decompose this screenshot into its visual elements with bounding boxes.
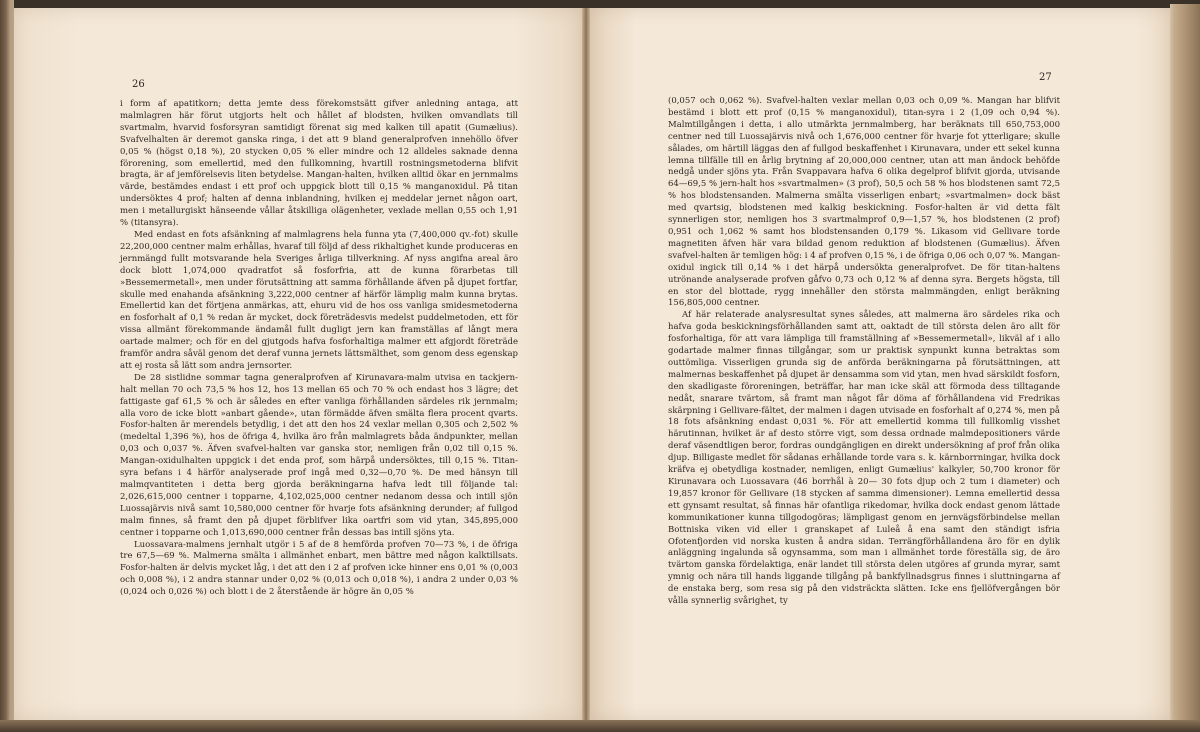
book-gutter bbox=[582, 8, 590, 720]
left-page-text bbox=[120, 99, 518, 599]
right-page bbox=[590, 8, 1170, 720]
left-page bbox=[14, 8, 582, 720]
paragraph: Med endast en fots afsänkning af malmlagrens hela funna yta (7,400,000 qv.-fot) skulle 22,200,000 centner malm erhållas, hvaraf till följd af dess rikhaltighet kunde produceras en jernmängd fullt motsvarande hela Sveriges årliga tillverkning. Af nyss angifna areal äro dock blott 1,074,000 qvadratfot så fosforfria, att de kunna förarbetas till »Bessemermetall», men under förutsättning att samma förhållande äfven på djupet fortfar, skulle med enahanda afsänkning 3,222,000 centner af härför lämplig malm kunna brytas. Emellertid kan det förtjena anmärkas, att, ehuru vid de hos oss vanliga smidesmetoderna en fosforhalt af 0,1 % redan är mycket, dock företrädesvis medelst puddelmetoden, ett för vissa allmänt förekommande ändamål fullt dugligt jern kan framställas af långt mera oartade malmer; och för en del gjutgods hafva fosforhaltiga malmer ett afgjordt företräde framför andra såväl genom det deraf vunna jernets lättsmälthet, som genom dess egenskap att ej rosta så lätt som andra jernsorter. bbox=[120, 229, 518, 371]
paragraph: (0,057 och 0,062 %). Svafvel-halten vexlar mellan 0,03 och 0,09 %. Mangan har blifvit bestämd i blott ett prof (0,15 % manganoxidul), titan-syra i 2 (1,09 och 0,94 %). Malmtillgången i detta, i allo utmärkta jernmalmberg, har beräknats till 650,753,000 centner ned till Luossajärvis nivå och 1,676,000 centner för hvarje fot ytterligare; skulle sålades, om härtill läggas den af fullgod beskaffenhet i Kirunavara, under ett sekel kunna lemna tillfälle till en årlig brytning af 20,000,000 centner, utan att man ändock behöfde nedgå under sjöns yta. Från Svappavara hafva 6 olika degelprof blifvit gjorda, utvisande 64—69,5 % jern-halt hos »svartmalmen» (3 prof), 50,5 och 58 % hos blodstenen samt 72,5 % hos blodstensanden. Malmerna smälta visserligen enbart; »svartmalmen» dock bäst med qvartsig, blodstenen med kalkig beskickning. Fosfor-halten är vid detta fält synnerligen stor, nemligen hos 3 svartmalmprof 0,9—1,57 %, hos blodstenen (2 prof) 0,951 och 1,062 % samt hos blodstensanden 0,179 %. Likasom vid Gellivare torde magnetiten äfven här vara bildad genom reduktion af blodstenen (Gumælius). Äfven svafvel-halten är temligen hög: i 4 af profven 0,15 %, i de öfriga 0,06 och 0,07 %. Mangan-oxidul ingick till 0,14 % i det härpå undersökta generalprofvet. De för titan-haltens utrönande analyserade profven gåfvo 0,73 och 0,12 % af denna syra. Bergets högsta, till en stor del blottade, rygg innehåller den största malmmängden, enligt beräkning 156,805,000 centner. bbox=[668, 96, 1060, 309]
page-number-left: 26 bbox=[132, 79, 145, 90]
paragraph: Luossavara-malmens jernhalt utgör i 5 af de 8 hemförda profven 70—73 %, i de öfriga tre 67,5—69 %. Malmerna smälta i allmänhet enbart, men bättre med någon kalktillsats. Fosfor-halten är delvis mycket låg, i det att den i 2 af profven icke hinner ens 0,01 % (0,003 och 0,008 %), i 2 andra stannar under 0,02 % (0,013 och 0,018 %), i andra 2 under 0,03 % (0,024 och 0,026 %) och blott i de 2 återstående är högre än 0,05 % bbox=[120, 539, 518, 598]
page-edges bbox=[1170, 4, 1200, 728]
page-number-right: 27 bbox=[1039, 72, 1052, 83]
paragraph: Af här relaterade analysresultat synes således, att malmerna äro särdeles rika och hafva goda beskickningsförhållanden samt att, oaktadt de till största delen äro allt för fosforhaltiga, för att vara lämpliga till framställning af »Bessemermetall», likväl af i allo godartade malmer finnas tillgångar, som ur praktisk synpunkt kunna betraktas som outtömliga. Visserligen grunda sig de anförda beräkningarna på förutsättningen, att malmernas beskaffenhet på djupet är densamma som vid ytan, men hvad särskildt fosforn, den skadligaste föroreningen, beträffar, har man icke skäl att förmoda dess tilltagande nedåt, snarare tvärtom, så framt man något får döma af förhållandena vid Fredrikas skärpning i Gellivare-fältet, der malmen i dagen utvisade en fosforhalt af 0,274 %, men på 18 fots afsänkning endast 0,031 %. För att emellertid komma till fullkomlig visshet härutinnan, hvilket är af desto större vigt, som dessa ordnade malmdepositioners värde deraf väsendtligen beror, fordras oundgängligen en direkt undersökning af prof från olika djup. Billigaste medlet för sådanas erhållande torde vara s. k. kärnborrningar, hvilka dock kräfva ej obetydliga kostnader, nemligen, enligt Gumælius' kalkyler, 50,700 kronor för Kirunavara och Luossavara (46 borrhål à 20— 30 fots djup och 2 tum i diameter) och 19,857 kronor för Gellivare (18 stycken af samma dimensioner). Lemna emellertid dessa ett gynsamt resultat, så finnas här ofantliga rikedomar, hvilka dock endast genom lättade kommunikationer kunna tillgodogöras; lämpligast genom en jernvägsförbindelse mellan Bottniska viken vid eller i granskapet af Luleå å ena samt den ständigt isfria Ofotenfjorden vid norska kusten å andra sidan. Terrängförhållandena äro för en dylik anläggning ingalunda så ogynsamma, som man i allmänhet torde föreställa sig, de äro tvärtom ganska fördelaktiga, enär landet till största delen utgöres af grunda myrar, samt ymnig och nära till hands liggande tillgång på bankfyllnadsgrus finnes i sluttningarna af de enstaka berg, som resa sig på den vidsträckta slätten. Icke ens fjellöfvergången bör vålla synnerlig svårighet, ty bbox=[668, 310, 1060, 607]
paragraph: i form af apatitkorn; detta jemte dess förekomstsätt gifver anledning antaga, att malmlagren här förut utgjorts helt och hållet af blodsten, hvilken omvandlats till svartmalm, hvarvid fosforsyran samtidigt förenat sig med kalken till apatit (Gumælius). Svafvelhalten är deremot ganska ringa, i det att 9 bland generalprofven innehöllo öfver 0,05 % (högst 0,18 %), 20 stycken 0,05 % eller mindre och 12 alldeles saknade denna förorening, som emellertid, med den fullkomning, hvartill rostningsmetoderna blifvit bragta, är af jemförelsevis liten betydelse. Mangan-halten, hvilken alltid ökar en jernmalms värde, bestämdes endast i ett prof och uppgick blott till 0,15 % manganoxidul. På titan undersöktes 4 prof; halten af denna inblandning, hvilken ej meddelar jernet någon oart, men i metallurgiskt hänseende vållar åtskilliga olägenheter, vexlade mellan 0,55 och 1,91 % (titansyra). bbox=[120, 99, 518, 229]
right-page-text bbox=[668, 96, 1060, 608]
paragraph: De 28 sistlidne sommar tagna generalprofven af Kirunavara-malm utvisa en tackjern-halt mellan 70 och 73,5 % hos 12, hos 13 mellan 65 och 70 % och endast hos 3 lägre; det fattigaste gaf 61,5 % och är således en efter vanliga förhållanden särdeles rik jernmalm; alla voro de icke blott »anbart gående», utan förmädde äfven smälta flera procent qvarts. Fosfor-halten är merendels betydlig, i det att den hos 24 vexlar mellan 0,305 och 2,502 % (medeltal 1,396 %), hos de öfriga 4, hvilka äro från malmlagrets båda ändpunkter, mellan 0,03 och 0,037 %. Äfven svafvel-halten var ganska stor, nemligen från 0,02 till 0,15 %. Mangan-oxidulhalten uppgick i det enda prof, som härpå undersöktes, till 0,15 %. Titan-syra befans i 4 härför analyserade prof ingå med 0,32—0,70 %. De med hänsyn till malmqvantiteten i detta berg gjorda beräkningarna hafva ledt till följande tal: 2,026,615,000 centner i topparne, 4,102,025,000 centner nedanom dessa och intill sjön Luossajärvis nivå samt 10,580,000 centner för hvarje fots afsänkning derunder; af fullgod malm finnes, så framt den på djupet förblifver lika oartfri som vid ytan, 345,895,000 centner i topparne och 1,013,690,000 centner från dessas bas intill sjöns yta. bbox=[120, 372, 518, 538]
book-bottom-edge bbox=[0, 720, 1200, 732]
